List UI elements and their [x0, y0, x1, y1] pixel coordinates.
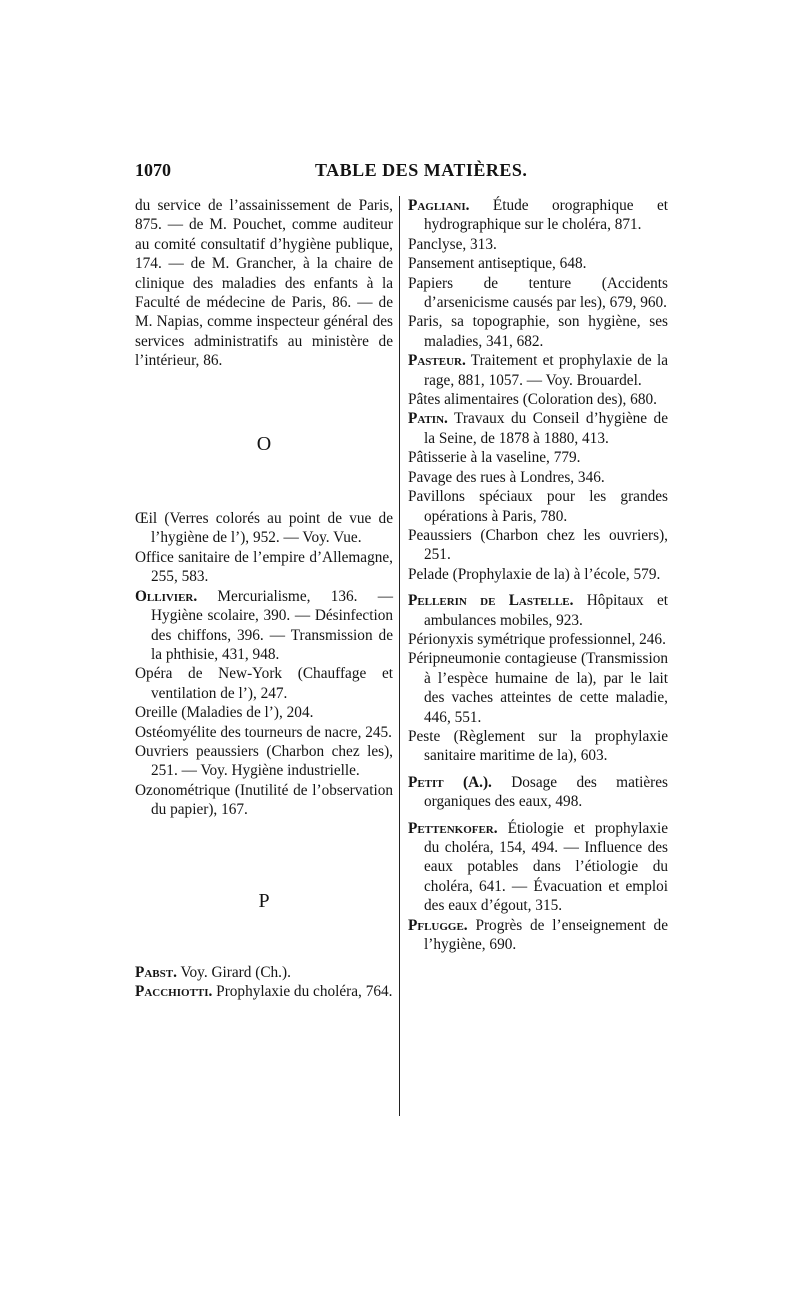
- entry-text: (Verres colorés au point de vue de l’hygiène de l’), 952. — Voy. Vue.: [151, 510, 393, 547]
- index-entry: [408, 235, 668, 254]
- entry-text: Hôpitaux et ambulances mobiles, 923.: [424, 592, 668, 629]
- index-entry: [408, 916, 668, 955]
- entry-head: Périonyxis: [408, 630, 474, 648]
- entry-text: Dosage des matières organiques des eaux, 498.: [424, 773, 668, 811]
- entry-author: Pagliani.: [408, 197, 470, 214]
- entry-head: Pavillons: [408, 488, 465, 506]
- entry-text: Traitement et prophylaxie de la rage, 881, 1057. — Voy. Brouardel.: [424, 352, 668, 389]
- page-number: 1070: [135, 160, 171, 180]
- entry-text: de tenture (Accidents d’arsenicisme causés par les), 679, 960.: [424, 274, 668, 312]
- index-entry: [408, 649, 668, 727]
- index-entry: [408, 727, 668, 766]
- index-entry: [135, 703, 393, 722]
- index-entry: [408, 773, 668, 812]
- index-entry: [408, 591, 668, 630]
- entry-author: Ollivier.: [135, 587, 198, 605]
- column-divider: [399, 196, 400, 1116]
- index-entry: [408, 390, 668, 409]
- entry-spacer: [408, 766, 668, 773]
- entry-text: sanitaire de l’empire d’Allemagne, 255, 583.: [151, 548, 393, 586]
- entry-text: 313.: [466, 235, 497, 253]
- index-entry: [408, 274, 668, 313]
- entry-head: Pavage: [408, 468, 453, 486]
- entry-head: Paris,: [408, 313, 443, 331]
- index-entry: [408, 819, 668, 916]
- entry-text: sa topographie, son hygiène, ses maladies, 341, 682.: [424, 313, 668, 350]
- entry-text: Étude orographique et hydrographique sur le choléra, 871.: [424, 197, 668, 234]
- index-entry: [408, 312, 668, 351]
- entry-text: alimentaires (Coloration des), 680.: [440, 391, 657, 409]
- index-entry: [135, 664, 393, 703]
- entry-spacer: [408, 812, 668, 819]
- index-entry: [408, 448, 668, 467]
- index-entry: [135, 509, 393, 548]
- entry-head: Œil: [135, 510, 158, 528]
- entry-text: Étiologie et prophylaxie du choléra, 154, 494. — Influence des eaux potables dans l’étiologie du choléra, 641. — Évacuation et emploi des eaux d’égout, 315.: [424, 819, 668, 915]
- index-entry: [135, 587, 393, 665]
- index-entry: [408, 196, 668, 235]
- section-letter-o: O: [256, 432, 272, 455]
- entry-author: Pflugge.: [408, 916, 468, 934]
- entry-head: Papiers: [408, 274, 454, 292]
- continued-entry: du service de l’assainissement de Paris, 875. — de M. Pouchet, comme auditeur au comité consultatif d’hygiène publique, 174. — de M. Grancher, à la chaire de clinique des maladies des enfants à la Faculté de médecine de Paris, 86. — de M. Napias, comme inspecteur général des services administratifs au ministère de l’intérieur, 86.: [135, 197, 393, 370]
- index-entry: [135, 742, 393, 781]
- entry-text: des tourneurs de nacre, 245.: [216, 723, 393, 741]
- entry-head: Pâtisserie: [408, 449, 467, 467]
- entry-text: contagieuse (Transmission à l’espèce humaine de la), par le lait des vaches atteintes de cette maladie, 446, 551.: [424, 650, 668, 726]
- index-entry: [408, 409, 668, 448]
- running-title: TABLE DES MATIÈRES.: [315, 160, 528, 180]
- index-entry: [408, 351, 668, 390]
- entry-head: Oreille: [135, 704, 178, 722]
- entry-text: des rues à Londres, 346.: [452, 468, 605, 486]
- entry-text: (Charbon chez les ouvriers), 251.: [424, 526, 668, 564]
- entry-head: Pansement: [408, 255, 475, 273]
- entry-text: antiseptique, 648.: [474, 255, 587, 273]
- entry-author: Pasteur.: [408, 352, 466, 370]
- index-entry: [135, 723, 393, 742]
- running-header: [135, 160, 665, 184]
- index-entry: [408, 468, 668, 487]
- entry-author: Patin.: [408, 410, 448, 428]
- entry-head: Péripneumonie: [408, 650, 501, 668]
- entry-head: Ozonométrique: [135, 781, 231, 799]
- entry-text: Voy. Girard (Ch.).: [176, 963, 291, 981]
- entry-head: Panclyse,: [408, 235, 467, 253]
- index-entry: [408, 630, 668, 649]
- index-entry: [408, 526, 668, 565]
- entry-author: Pacchiotti.: [135, 983, 213, 1001]
- section-letter-p: P: [258, 889, 270, 912]
- entry-text: de New-York (Chauffage et ventilation de l’), 247.: [151, 665, 393, 702]
- entry-author: Pabst.: [135, 963, 177, 981]
- entry-head: Pâtes: [408, 391, 441, 409]
- entry-head: Pelade: [408, 565, 449, 583]
- entry-text: (Maladies de l’), 204.: [177, 704, 314, 722]
- entry-text: spéciaux pour les grandes opérations à Paris, 780.: [424, 488, 668, 525]
- index-entry: [135, 982, 393, 1001]
- entry-head: Opéra: [135, 665, 173, 683]
- entry-text: à la vaseline, 779.: [466, 449, 581, 467]
- index-entry: [408, 254, 668, 273]
- entry-text: (Règlement sur la prophylaxie sanitaire maritime de la), 603.: [424, 727, 668, 765]
- index-entry: [408, 565, 668, 584]
- left-column: [135, 196, 393, 1002]
- entry-head: Office: [135, 548, 174, 566]
- entry-text: peaussiers (Charbon chez les), 251. — Voy. Hygiène industrielle.: [151, 742, 393, 780]
- entry-text: symétrique professionnel, 246.: [473, 630, 666, 648]
- entry-text: (Inutilité de l’observation du papier), 167.: [151, 781, 393, 819]
- entry-author: Petit (A.).: [408, 773, 492, 791]
- entry-text: Prophylaxie du choléra, 764.: [212, 983, 393, 1001]
- entry-author: Pettenkofer.: [408, 819, 498, 837]
- entry-text: Mercurialisme, 136. — Hygiène scolaire, 390. — Désinfection des chiffons, 396. — Transmission de la phthisie, 431, 948.: [151, 587, 393, 663]
- index-entry: [135, 548, 393, 587]
- entry-spacer: [408, 584, 668, 591]
- entry-head: Peste: [408, 727, 441, 745]
- right-column: [408, 196, 668, 954]
- entry-text: (Prophylaxie de la) à l’école, 579.: [448, 565, 661, 583]
- entry-author: Pellerin de Lastelle.: [408, 592, 574, 610]
- entry-head: Ostéomyélite: [135, 723, 217, 741]
- entry-head: Peaussiers: [408, 526, 472, 544]
- entry-text: Travaux du Conseil d’hygiène de la Seine, de 1878 à 1880, 413.: [424, 410, 668, 447]
- entry-text: Progrès de l’enseignement de l’hygiène, 690.: [424, 916, 668, 954]
- entry-head: Ouvriers: [135, 742, 189, 760]
- index-entry: [135, 963, 393, 982]
- index-entry: [408, 487, 668, 526]
- index-entry: [135, 781, 393, 820]
